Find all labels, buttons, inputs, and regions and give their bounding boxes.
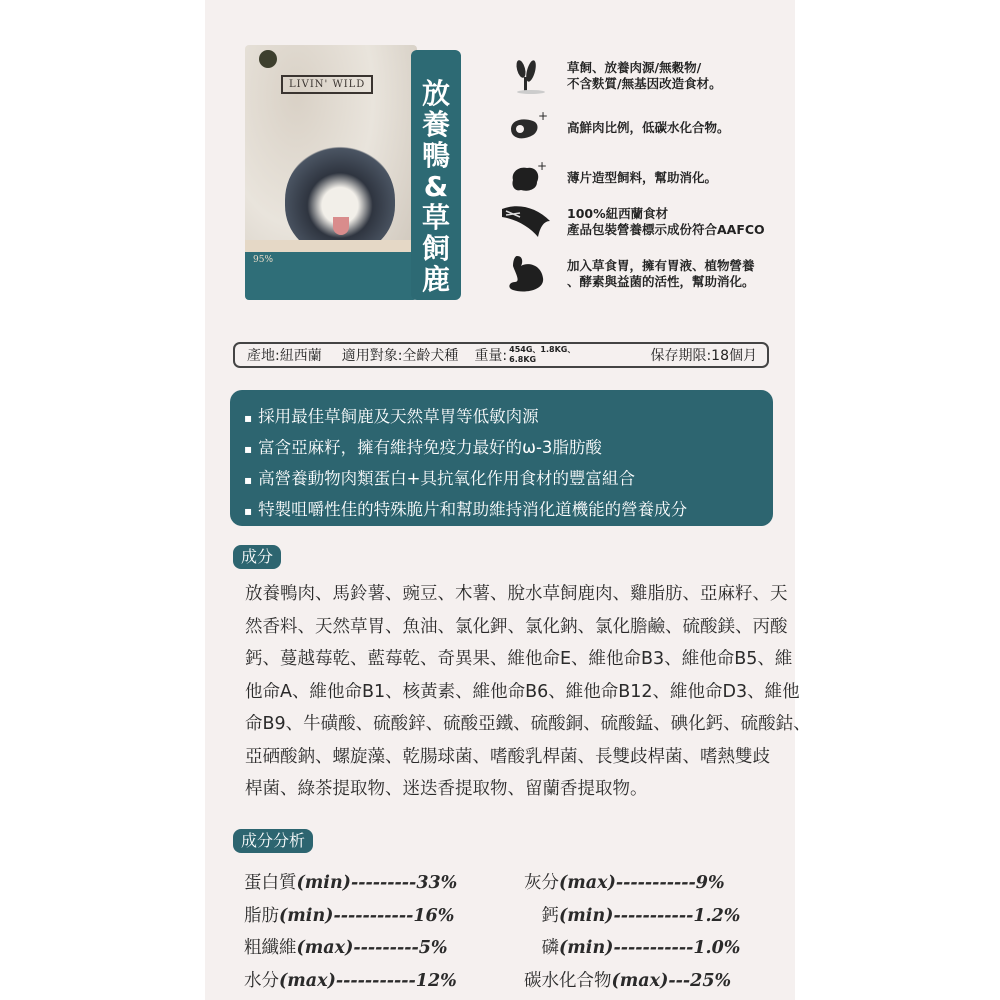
analysis-right-column [524,867,740,997]
nutrient-value: 33% [416,873,458,893]
highlights-box [230,390,773,526]
dash-leader: --------- [350,873,417,893]
dash-leader: ----------- [335,970,416,991]
stomach-icon [500,255,554,293]
feature-text: 100%紐西蘭食材 [567,206,669,221]
nutrient-value: 12% [415,970,457,991]
nutrient-value: 25% [690,970,732,991]
nz-flag-icon [500,203,554,241]
shelf-life: 保存期限:18個月 [650,348,757,364]
title-char: & [423,170,449,203]
nutrient-value: 16% [413,905,455,926]
qualifier: (max) [296,938,354,958]
dash-leader: ----------- [613,938,694,958]
title-char: 放 [421,77,450,110]
highlight-item: ▪ 採用最佳草飼鹿及天然草胃等低敏肉源 [244,402,773,433]
highlight-item: ▪ 特製咀嚼性佳的特殊脆片和幫助維持消化道機能的營養成分 [244,495,773,526]
analysis-row [244,932,457,965]
qualifier: (min) [296,873,351,893]
nutrient-name: 水分 [244,970,279,991]
feature-text: 薄片造型飼料，幫助消化。 [567,170,718,185]
weight-values: 454G、1.8KG、 [509,345,576,354]
qualifier: (min) [559,938,614,958]
kibble-icon [500,159,554,197]
feature-item [500,57,790,95]
qualifier: (min) [559,905,614,926]
dash-leader: ----------- [333,905,414,926]
nutrient-name: 灰分 [524,873,559,893]
nutrient-name: 粗纖維 [244,938,297,958]
nutrient-name: 鈣 [524,905,559,926]
brand-logo: LIVIN' WILD [281,75,373,94]
product-bag-image [245,45,417,300]
analysis-row [524,867,740,900]
origin: 產地:紐西蘭 [247,348,322,364]
feature-item [500,109,790,147]
svg-text:+: + [538,111,549,123]
ingredients-text [245,578,811,806]
feature-text: 產品包裝營養標示成份符合AAFCO [567,222,765,237]
dash-leader: --------- [353,938,419,958]
nutrient-value: 1.2% [693,905,741,926]
dash-leader: --- [668,970,691,991]
bag-percent: 95% [253,255,274,265]
nutrient-name: 碳水化合物 [524,970,612,991]
ingredients-line: 放養鴨肉、馬鈴薯、豌豆、木薯、脫水草飼鹿肉、雞脂肪、亞麻籽、天 [245,584,788,604]
nutrient-value: 1.0% [693,938,741,958]
feature-item [500,159,790,197]
nutrient-value: 5% [418,938,448,958]
wheat-icon [500,57,554,95]
qualifier: (max) [279,970,336,991]
feature-text: 加入草食胃，擁有胃液、植物營養 [567,258,755,273]
weight [474,345,575,365]
qualifier: (min) [279,905,334,926]
feature-item [500,255,790,293]
feature-text: 草飼、放養肉源/無穀物/ [567,60,702,75]
title-char: 鴨 [421,139,450,172]
weight-values: 6.8KG [509,355,537,364]
analysis-row [524,932,740,965]
nutrient-value: 9% [695,873,725,893]
meat-icon [500,109,554,147]
analysis-row [244,867,457,900]
ingredients-line: 鈣、蔓越莓乾、藍莓乾、奇異果、維他命E、維他命B3、維他命B5、維 [245,649,793,669]
ingredients-line: 命B9、牛磺酸、硫酸鋅、硫酸亞鐵、硫酸銅、硫酸錳、碘化鈣、硫酸鈷、 [245,714,811,734]
nutrient-name: 磷 [524,938,559,958]
feature-item [500,203,790,241]
dash-leader: ----------- [615,873,696,893]
analysis-heading: 成分分析 [233,829,313,853]
weight-label: 重量: [474,348,508,364]
title-char: 飼 [421,232,450,265]
highlight-item: ▪ 高營養動物肉類蛋白+具抗氧化作用食材的豐富組合 [244,464,773,495]
ingredients-line: 桿菌、綠茶提取物、迷迭香提取物、留蘭香提取物。 [245,779,648,799]
analysis-left-column [244,867,457,997]
title-char: 鹿 [421,263,450,296]
nutrient-name: 蛋白質 [244,873,297,893]
analysis-row [244,900,457,933]
ingredients-line: 他命A、維他命B1、核黃素、維他命B6、維他命B12、維他命D3、維他 [245,681,800,702]
ingredients-line: 然香料、天然草胃、魚油、氯化鉀、氯化鈉、氯化膽鹼、硫酸鎂、丙酸 [245,616,788,637]
bag-band [245,240,417,252]
highlight-item: ▪ 富含亞麻籽，擁有維持免疫力最好的ω-3脂肪酸 [244,433,773,464]
ingredients-heading: 成分 [233,545,281,569]
svg-text:+: + [537,160,548,173]
seal-icon [259,50,277,68]
ingredients-line: 亞硒酸鈉、螺旋藻、乾腸球菌、嗜酸乳桿菌、長雙歧桿菌、嗜熱雙歧 [245,746,770,767]
feature-text: 高鮮肉比例，低碳水化合物。 [567,120,730,135]
product-title-banner [411,50,461,300]
analysis-row [524,965,740,998]
feature-text: 、酵素與益菌的活性，幫助消化。 [567,274,755,289]
feature-text: 不含麩質/無基因改造食材。 [567,76,722,91]
qualifier: (max) [559,873,616,893]
analysis-row [524,900,740,933]
qualifier: (max) [611,970,669,991]
nutrient-name: 脂肪 [244,905,279,926]
title-char: 養 [421,108,450,141]
analysis-row [244,965,457,998]
target-dogs: 適用對象:全齡犬種 [341,348,459,364]
title-char: 草 [421,201,450,234]
product-info-bar [233,342,769,368]
dog-tongue [333,217,349,235]
dash-leader: ----------- [613,905,694,926]
dog-illustration [285,145,395,255]
